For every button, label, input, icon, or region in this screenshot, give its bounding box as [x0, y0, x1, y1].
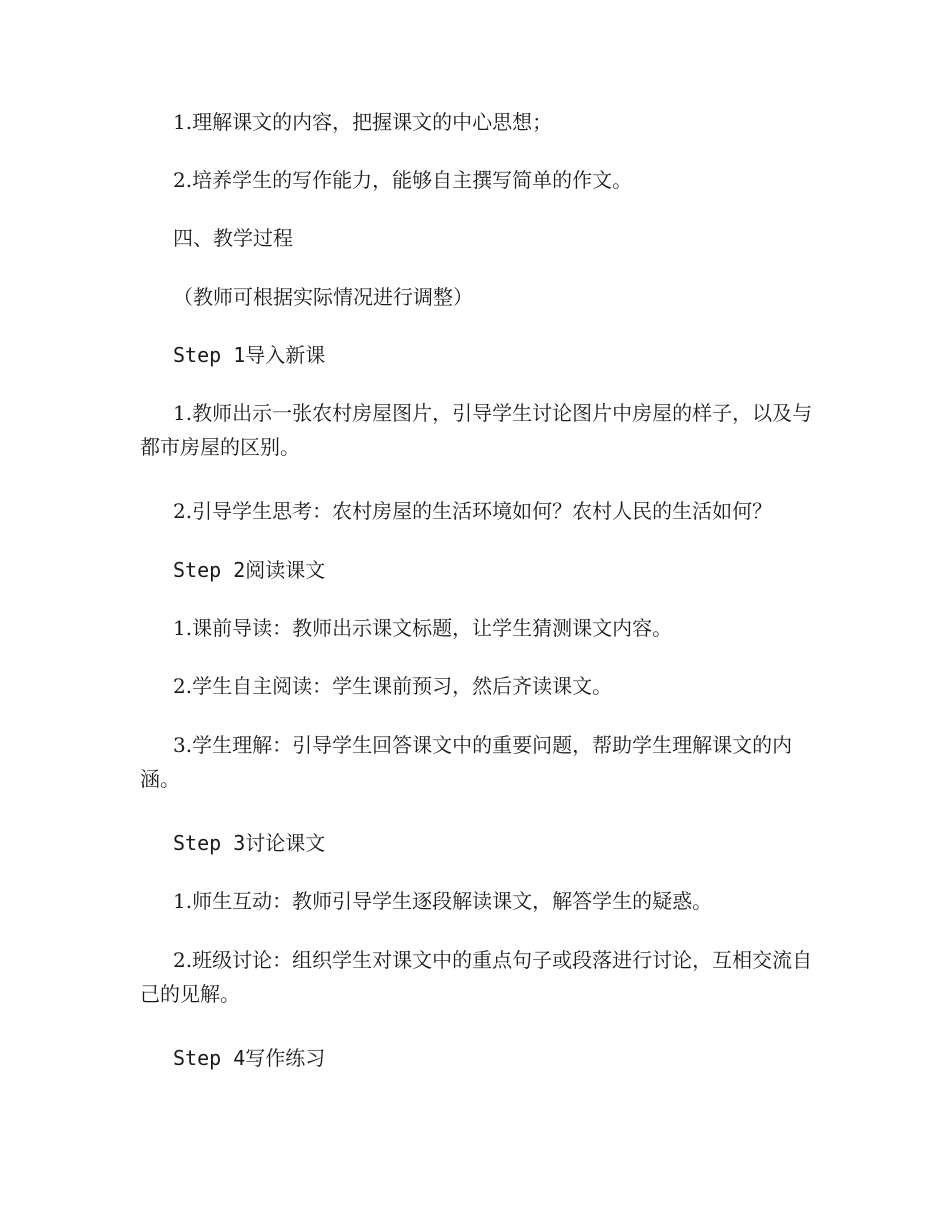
step-3-item-1: 1.师生互动：教师引导学生逐段解读课文，解答学生的疑惑。: [173, 889, 713, 913]
step-1-heading: Step 1导入新课: [173, 343, 326, 367]
teacher-note: （教师可根据实际情况进行调整）: [173, 285, 473, 309]
section-heading: 四、教学过程: [173, 226, 293, 250]
objective-2: 2.培养学生的写作能力，能够自主撰写简单的作文。: [173, 168, 633, 192]
step-2-item-2: 2.学生自主阅读：学生课前预习，然后齐读课文。: [173, 674, 613, 698]
step-4-heading: Step 4写作练习: [173, 1046, 326, 1070]
step-3-item-2: 2.班级讨论：组织学生对课文中的重点句子或段落进行讨论，互相交流自己的见解。: [140, 948, 813, 1006]
step-1-item-1: 1.教师出示一张农村房屋图片，引导学生讨论图片中房屋的样子，以及与都市房屋的区别。: [140, 401, 813, 459]
step-1-item-2: 2.引导学生思考：农村房屋的生活环境如何？农村人民的生活如何？: [173, 499, 773, 523]
step-3-heading: Step 3讨论课文: [173, 831, 326, 855]
step-2-item-3: 3.学生理解：引导学生回答课文中的重要问题，帮助学生理解课文的内涵。: [140, 733, 793, 791]
objective-1: 1.理解课文的内容，把握课文的中心思想；: [173, 110, 553, 134]
step-2-item-1: 1.课前导读：教师出示课文标题，让学生猜测课文内容。: [173, 616, 673, 640]
step-2-heading: Step 2阅读课文: [173, 558, 326, 582]
